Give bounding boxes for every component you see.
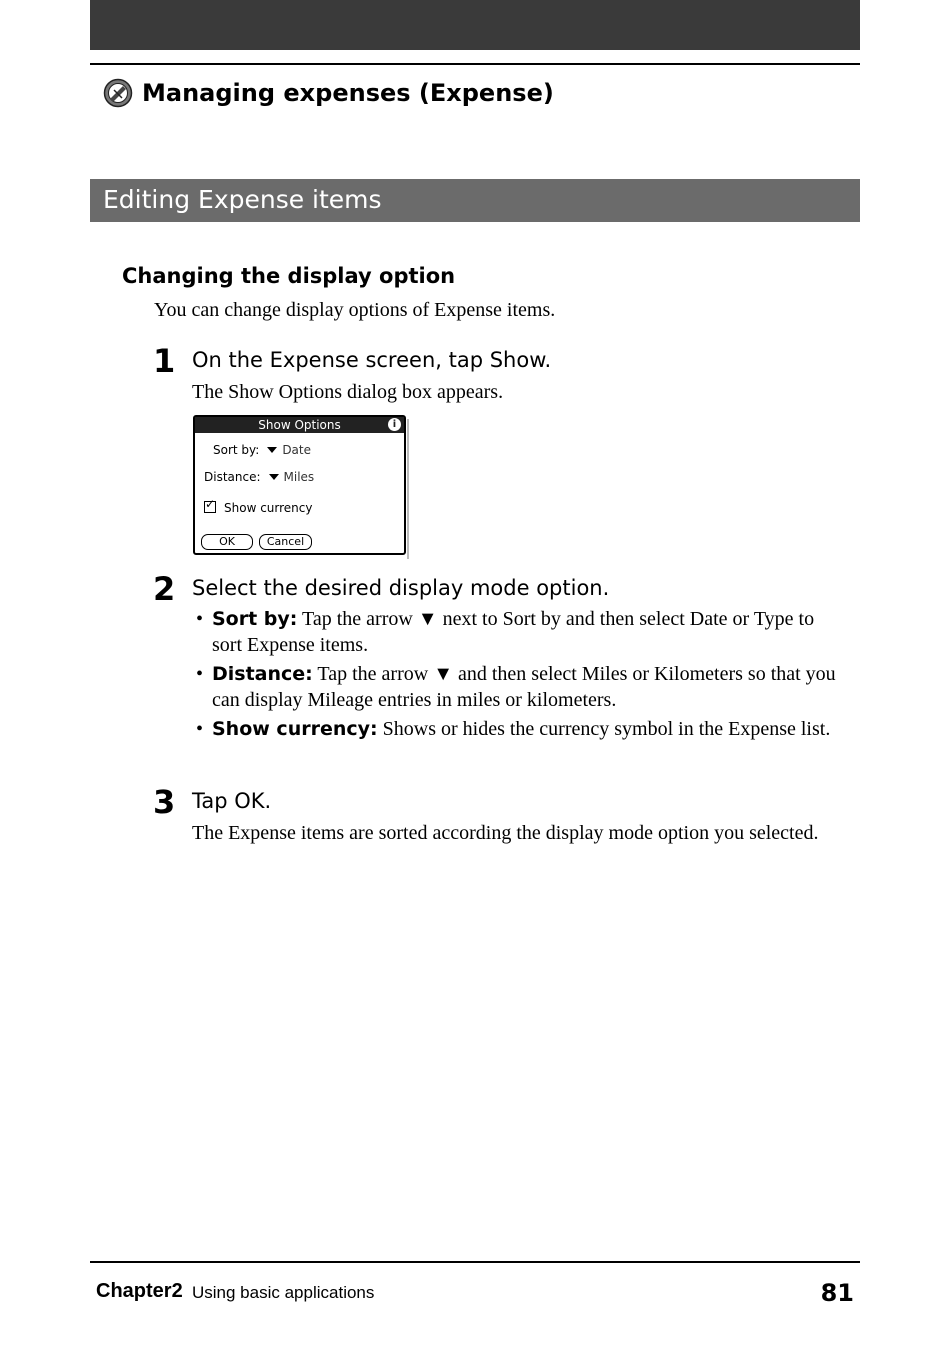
sort-dropdown-arrow-icon[interactable]: [267, 447, 277, 453]
distance-value[interactable]: Miles: [283, 470, 315, 484]
option-bullet-list: [196, 606, 846, 745]
bullet-term: Show currency:: [212, 718, 378, 740]
header-rule: [90, 63, 860, 65]
bullet-term: Sort by:: [212, 608, 298, 630]
distance-label: Distance:: [204, 470, 261, 484]
footer-chapter-title: Using basic applications: [192, 1283, 375, 1302]
step-2-text: Select the desired display mode option.: [192, 576, 610, 600]
subsection-title: Changing the display option: [122, 264, 456, 288]
footer-rule: [90, 1261, 860, 1263]
ok-button[interactable]: OK: [201, 534, 253, 550]
show-currency-checkbox[interactable]: [204, 497, 216, 513]
show-currency-label: Show currency: [224, 501, 313, 515]
info-icon[interactable]: i: [388, 418, 401, 431]
distance-row: [204, 470, 314, 484]
top-header-bar: [90, 0, 860, 50]
list-item: • Distance: Tap the arrow ▼ and then select Miles or Kilometers so that you can display Mileage entries in miles or kilometers.: [196, 663, 836, 711]
step-1-body: The Show Options dialog box appears.: [192, 381, 504, 403]
bullet-term: Distance:: [212, 663, 313, 685]
dialog-title-bar: [195, 417, 404, 433]
section-heading-bar: [90, 179, 860, 222]
cancel-button[interactable]: Cancel: [259, 534, 312, 550]
show-options-dialog: [193, 415, 406, 555]
bullet-text: Shows or hides the currency symbol in the Expense list.: [377, 718, 831, 740]
bullet-text: Tap the arrow ▼ and then select Miles or Kilometers so that you can display Mileage entries in miles or kilometers.: [212, 663, 836, 711]
section-title: Editing Expense items: [103, 185, 382, 214]
step-3-text: Tap OK.: [192, 789, 272, 813]
dialog-shadow: [407, 419, 409, 559]
show-currency-row: [204, 497, 313, 515]
footer-chapter: Chapter2: [96, 1280, 183, 1302]
sort-by-row: [213, 443, 311, 457]
app-heading: [103, 76, 554, 110]
page-number: 81: [820, 1279, 854, 1307]
step-2-number: 2: [153, 570, 176, 608]
expense-app-icon: [103, 78, 133, 108]
checkmark-icon: ✓: [205, 497, 216, 511]
distance-dropdown-arrow-icon[interactable]: [269, 474, 279, 480]
dialog-title: Show Options: [258, 418, 341, 432]
step-3-number: 3: [153, 783, 176, 821]
bullet-text: Tap the arrow ▼ next to Sort by and then select Date or Type to sort Expense items.: [212, 608, 815, 656]
sort-by-value[interactable]: Date: [282, 443, 311, 457]
subsection-intro: You can change display options of Expense items.: [154, 299, 556, 321]
list-item: • Sort by: Tap the arrow ▼ next to Sort by and then select Date or Type to sort Expense items.: [196, 608, 815, 656]
app-title: Managing expenses (Expense): [142, 79, 554, 107]
step-1-text: On the Expense screen, tap Show.: [192, 348, 552, 372]
sort-by-label: Sort by:: [213, 443, 260, 457]
step-1-number: 1: [153, 342, 176, 380]
step-3-body: The Expense items are sorted according the display mode option you selected.: [192, 822, 819, 844]
list-item: • Show currency: Shows or hides the currency symbol in the Expense list.: [196, 718, 831, 740]
